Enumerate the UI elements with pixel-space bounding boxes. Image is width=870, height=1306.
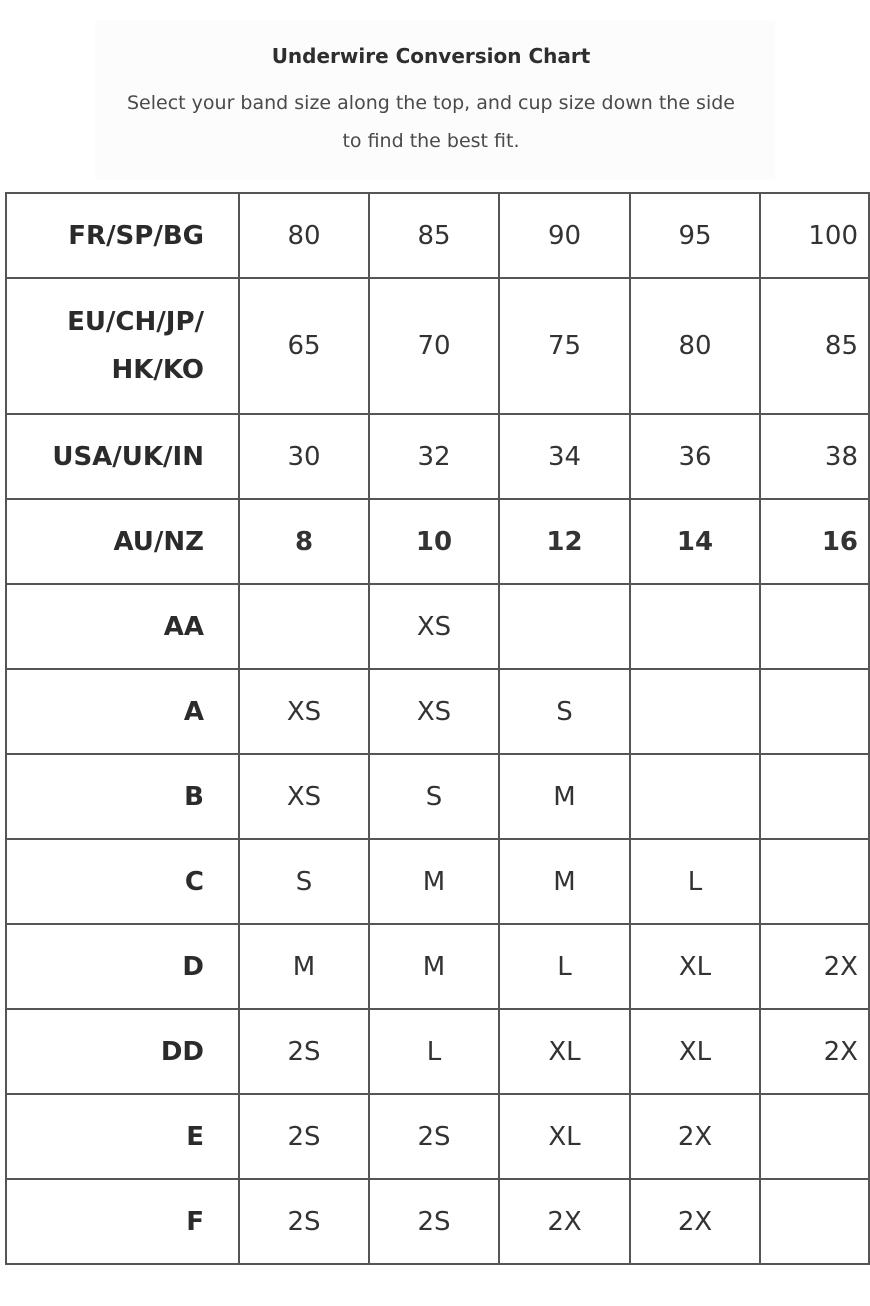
table-row-cup-a bbox=[6, 669, 869, 754]
table-cell: 2S bbox=[239, 1094, 369, 1179]
table-cell bbox=[239, 584, 369, 669]
table-cell: M bbox=[239, 924, 369, 1009]
row-header bbox=[6, 278, 239, 414]
table-cell: 14 bbox=[630, 499, 760, 584]
row-header bbox=[6, 839, 239, 924]
table-cell: 2X bbox=[760, 924, 869, 1009]
table-cell: XL bbox=[499, 1094, 630, 1179]
page-title: Underwire Conversion Chart bbox=[271, 44, 591, 68]
table-cell bbox=[630, 669, 760, 754]
table-cell: 34 bbox=[499, 414, 630, 499]
table-cell: 100 bbox=[760, 193, 869, 278]
row-header-label: A bbox=[183, 696, 204, 727]
table-row-cup-aa bbox=[6, 584, 869, 669]
table-cell: 95 bbox=[630, 193, 760, 278]
row-header bbox=[6, 499, 239, 584]
table-cell bbox=[630, 754, 760, 839]
table-cell: 2S bbox=[239, 1179, 369, 1264]
table-cell: 65 bbox=[239, 278, 369, 414]
table-cell: 80 bbox=[239, 193, 369, 278]
row-header-label-line-2: HK/KO bbox=[111, 355, 204, 385]
row-header-label: AA bbox=[163, 611, 204, 642]
table-cell: XL bbox=[630, 1009, 760, 1094]
table-cell: XS bbox=[239, 754, 369, 839]
table-cell: S bbox=[369, 754, 499, 839]
table-cell: 16 bbox=[760, 499, 869, 584]
table-cell bbox=[760, 839, 869, 924]
table-cell: 80 bbox=[630, 278, 760, 414]
table-cell: M bbox=[499, 839, 630, 924]
row-header-label: C bbox=[184, 866, 204, 897]
table-cell: 36 bbox=[630, 414, 760, 499]
table-row-eu-ch-jp-hk-ko bbox=[6, 278, 869, 414]
table-cell: M bbox=[369, 839, 499, 924]
table-cell: 70 bbox=[369, 278, 499, 414]
row-header bbox=[6, 414, 239, 499]
table-cell: S bbox=[499, 669, 630, 754]
chart-header bbox=[0, 0, 870, 190]
table-cell: M bbox=[369, 924, 499, 1009]
row-header bbox=[6, 584, 239, 669]
table-cell: XS bbox=[369, 584, 499, 669]
row-header-label: DD bbox=[160, 1036, 204, 1067]
table-cell bbox=[760, 584, 869, 669]
table-row-cup-b bbox=[6, 754, 869, 839]
table-cell: 90 bbox=[499, 193, 630, 278]
row-header bbox=[6, 1009, 239, 1094]
row-header bbox=[6, 754, 239, 839]
table-cell: 32 bbox=[369, 414, 499, 499]
table-cell: XL bbox=[630, 924, 760, 1009]
table-cell bbox=[499, 584, 630, 669]
table-cell: L bbox=[369, 1009, 499, 1094]
table-cell: 2S bbox=[239, 1009, 369, 1094]
row-header-label: AU/NZ bbox=[113, 526, 204, 557]
row-header bbox=[6, 1179, 239, 1264]
table-cell: XL bbox=[499, 1009, 630, 1094]
table-cell: 85 bbox=[760, 278, 869, 414]
table-cell: 75 bbox=[499, 278, 630, 414]
table-cell: XS bbox=[369, 669, 499, 754]
table-cell: 2X bbox=[630, 1179, 760, 1264]
table-row-cup-f bbox=[6, 1179, 869, 1264]
row-header bbox=[6, 193, 239, 278]
table-row-fr-sp-bg bbox=[6, 193, 869, 278]
table-cell: 38 bbox=[760, 414, 869, 499]
row-header-label: F bbox=[186, 1206, 204, 1237]
row-header bbox=[6, 924, 239, 1009]
row-header-label: E bbox=[186, 1121, 204, 1152]
subtitle-line-1: Select your band size along the top, and cup size down the side bbox=[127, 92, 735, 114]
table-cell: XS bbox=[239, 669, 369, 754]
table-cell: M bbox=[499, 754, 630, 839]
table-cell bbox=[760, 754, 869, 839]
row-header-label: USA/UK/IN bbox=[52, 441, 204, 472]
table-cell: 8 bbox=[239, 499, 369, 584]
table-cell: 2X bbox=[499, 1179, 630, 1264]
row-header-label: FR/SP/BG bbox=[68, 220, 204, 251]
table-row-cup-d bbox=[6, 924, 869, 1009]
table-cell: L bbox=[630, 839, 760, 924]
table-cell: 2X bbox=[760, 1009, 869, 1094]
size-conversion-table bbox=[5, 192, 870, 1265]
table-row-cup-dd bbox=[6, 1009, 869, 1094]
table-cell: 12 bbox=[499, 499, 630, 584]
page-subtitle bbox=[0, 84, 862, 160]
table-row-au-nz bbox=[6, 499, 869, 584]
table-cell: 10 bbox=[369, 499, 499, 584]
table-row-usa-uk-in bbox=[6, 414, 869, 499]
table-cell: 30 bbox=[239, 414, 369, 499]
subtitle-line-2: to find the best fit. bbox=[342, 130, 520, 152]
table-row-cup-c bbox=[6, 839, 869, 924]
table-cell: 2X bbox=[630, 1094, 760, 1179]
row-header bbox=[6, 1094, 239, 1179]
size-conversion-table-body bbox=[6, 193, 869, 1264]
table-cell: 85 bbox=[369, 193, 499, 278]
table-row-cup-e bbox=[6, 1094, 869, 1179]
table-cell: S bbox=[239, 839, 369, 924]
table-cell: L bbox=[499, 924, 630, 1009]
table-cell: 2S bbox=[369, 1094, 499, 1179]
table-cell bbox=[760, 1179, 869, 1264]
table-cell: 2S bbox=[369, 1179, 499, 1264]
table-cell bbox=[760, 1094, 869, 1179]
row-header-label-line-1: EU/CH/JP/ bbox=[67, 307, 204, 337]
row-header-label: B bbox=[184, 781, 204, 812]
row-header bbox=[6, 669, 239, 754]
row-header-label: D bbox=[182, 951, 204, 982]
table-cell bbox=[760, 669, 869, 754]
table-cell bbox=[630, 584, 760, 669]
